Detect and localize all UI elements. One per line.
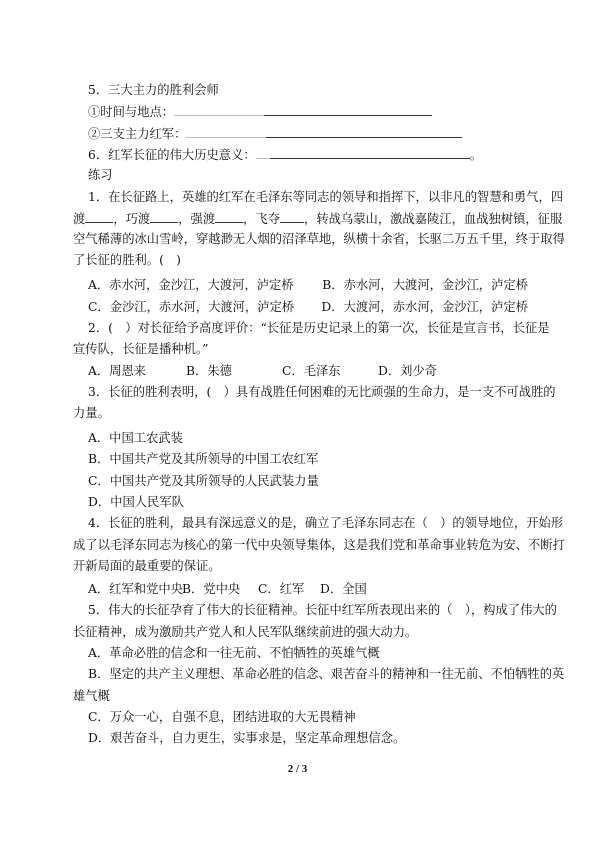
option-a: A．红军和党中央 [88,582,183,597]
answer-blank [264,103,432,116]
option-d: D．刘少奇 [378,363,438,378]
option-d: D．全国 [320,582,367,597]
question-2-line-1: 2．( ）对长征给予高度评价：“长征是历史记录上的第一次，长征是宣言书，长征是 [88,320,550,335]
question-1-line-1: 1．在长征路上，英雄的红军在毛泽东等同志的领导和指挥下，以非凡的智慧和勇气，四 [88,189,564,204]
answer-blank [150,210,178,223]
question-6-label: 6．红军长征的伟大历史意义： [88,147,256,162]
answer-blank [266,125,462,138]
question-1-options-row-1 [88,277,528,293]
answer-blank [270,146,470,159]
three-armies-line [88,125,462,142]
three-armies-label: ②三支主力红军： [88,126,187,141]
answer-blank [85,210,113,223]
question-2-line-2: 宣传队，长征是播种机。” [73,342,209,357]
question-4-line-1: 4．长征的胜利，最具有深远意义的是，确立了毛泽东同志在（ ）的领导地位，开始形 [88,516,564,531]
question-2-options [88,363,528,379]
option-b: B．中国共产党及其所领导的中国工农红军 [88,452,319,467]
option-c: C．万众一心，自强不息，团结进取的大无畏精神 [88,709,356,724]
question-1-line-4: 了长征的胜利。( ) [73,253,181,268]
answer-blank [186,125,266,138]
option-a: A．周恩来 [88,363,147,378]
option-c: C．红军 [258,582,305,597]
meeting-time-place-line [88,103,432,120]
question-6-tail: 。 [469,147,482,162]
option-d: D．中国人民军队 [88,495,184,510]
option-a: A．赤水河，金沙江，大渡河，泸定桥 [88,278,294,293]
answer-blank [215,210,243,223]
option-c: C．中国共产党及其所领导的人民武装力量 [88,473,319,488]
question-4-options [88,581,528,597]
question-3-line-1: 3．长征的胜利表明，( ）具有战胜任何困难的无比顽强的生命力，是一支不可战胜的 [88,384,556,399]
option-b: B．朱德 [186,363,232,378]
answer-blank [280,210,304,223]
question-5-line-2: 长征精神，成为激励共产党人和人民军队继续前进的强大动力。 [73,624,418,639]
question-6 [88,146,482,163]
meeting-time-place-label: ①时间与地点： [88,105,175,120]
question-1-options-row-2 [88,299,528,315]
answer-blank [174,103,264,116]
question-5-line-1: 5．伟大的长征孕育了伟大的长征精神。长征中红军所表现出来的（ ），构成了伟大的 [88,603,557,618]
question-1-line-2: 渡 ，巧渡 ，强渡 ，飞夺 ，转战乌蒙山，激战嘉陵江，血战独树镇，征服 [73,211,563,226]
question-1-line-3: 空气稀薄的冰山雪岭，穿越渺无人烟的沼泽草地，纵横十余省，长驱二万五千里，终于取得 [73,232,565,247]
option-c: C．金沙江，赤水河，大渡河，泸定桥 [88,299,295,314]
question-4-line-2: 成了以毛泽东同志为核心的第一代中央领导集体，这是我们党和革命事业转危为安、不断打 [73,537,565,552]
practice-heading: 练习 [88,168,113,183]
option-c: C．毛泽东 [282,363,341,378]
option-a: A．革命必胜的信念和一往无前、不怕牺牲的英雄气概 [88,645,380,660]
option-b: B．党中央 [182,582,241,597]
question-3-line-2: 力量。 [73,406,110,421]
option-b: B．赤水河，大渡河，金沙江，泸定桥 [322,278,528,293]
answer-blank [256,146,270,159]
option-b-continued: 雄气概 [73,688,110,703]
option-a: A．中国工农武装 [88,431,183,446]
question-4-line-3: 开新局面的最重要的保证。 [73,558,221,573]
option-d: D．大渡河，赤水河，金沙江，泸定桥 [321,299,528,314]
page-number: 2 / 3 [287,763,308,775]
section-5-title: 5．三大主力的胜利会师 [88,83,219,97]
option-b: B．坚定的共产主义理想、革命必胜的信念、艰苦奋斗的精神和一往无前、不怕牺牲的英 [88,667,565,682]
option-d: D．艰苦奋斗，自力更生，实事求是，坚定革命理想信念。 [88,731,406,746]
